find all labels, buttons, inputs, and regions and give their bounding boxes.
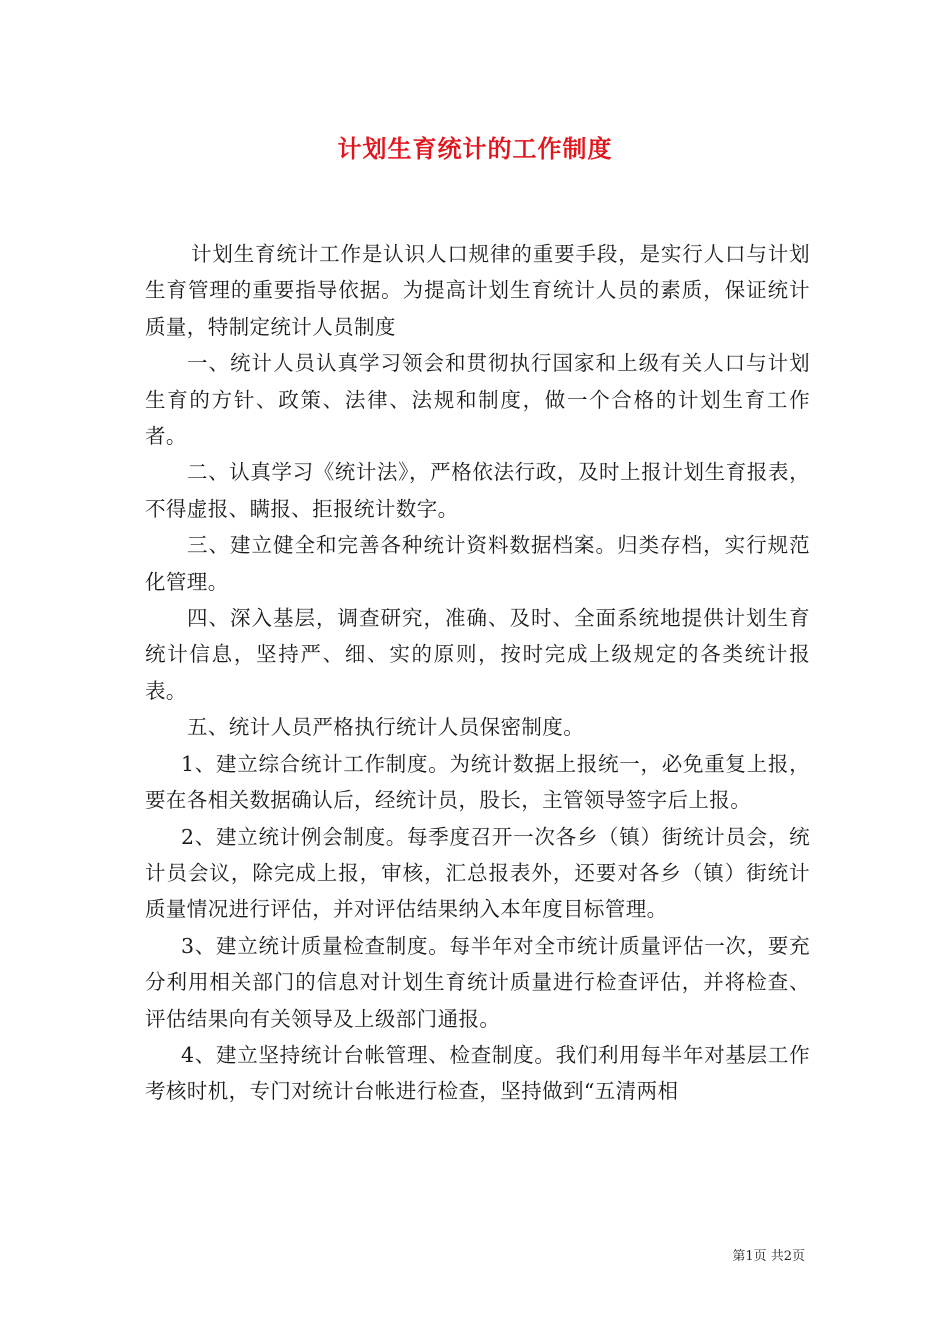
section-2-paragraph: 二、认真学习《统计法》，严格依法行政，及时上报计划生育报表，不得虚报、瞒报、拒报统计数字。 bbox=[145, 460, 810, 521]
item-4-paragraph: 4、建立坚持统计台帐管理、检查制度。我们利用每半年对基层工作考核时机，专门对统计台帐进行检查，坚持做到“五清两相 bbox=[145, 1042, 810, 1104]
section-1-paragraph: 一、统计人员认真学习领会和贯彻执行国家和上级有关人口与计划生育的方针、政策、法律、法规和制度，做一个合格的计划生育工作者。 bbox=[145, 351, 810, 449]
section-3-paragraph: 三、建立健全和完善各种统计资料数据档案。归类存档，实行规范化管理。 bbox=[145, 533, 810, 594]
item-1-paragraph: 1、建立综合统计工作制度。为统计数据上报统一，必免重复上报，要在各相关数据确认后，经统计员，股长，主管领导签字后上报。 bbox=[145, 751, 810, 813]
section-4-paragraph: 四、深入基层，调查研究，准确、及时、全面系统地提供计划生育统计信息，坚持严、细、实的原则，按时完成上级规定的各类统计报表。 bbox=[145, 606, 810, 703]
item-3-paragraph: 3、建立统计质量检查制度。每半年对全市统计质量评估一次，要充分利用相关部门的信息对计划生育统计质量进行检查评估，并将检查、评估结果向有关领导及上级部门通报。 bbox=[145, 933, 810, 1031]
document-title: 计划生育统计的工作制度 bbox=[337, 134, 613, 163]
intro-paragraph: 计划生育统计工作是认识人口规律的重要手段，是实行人口与计划生育管理的重要指导依据。为提高计划生育统计人员的素质，保证统计质量，特制定统计人员制度 bbox=[145, 242, 810, 339]
document-body bbox=[145, 236, 810, 1110]
section-5-paragraph: 五、统计人员严格执行统计人员保密制度。 bbox=[187, 715, 585, 740]
page-number: 第1页 共2页 bbox=[732, 1249, 805, 1264]
item-2-paragraph: 2、建立统计例会制度。每季度召开一次各乡（镇）街统计员会，统计员会议，除完成上报，审核，汇总报表外，还要对各乡（镇）街统计质量情况进行评估，并对评估结果纳入本年度目标管理。 bbox=[145, 824, 810, 922]
